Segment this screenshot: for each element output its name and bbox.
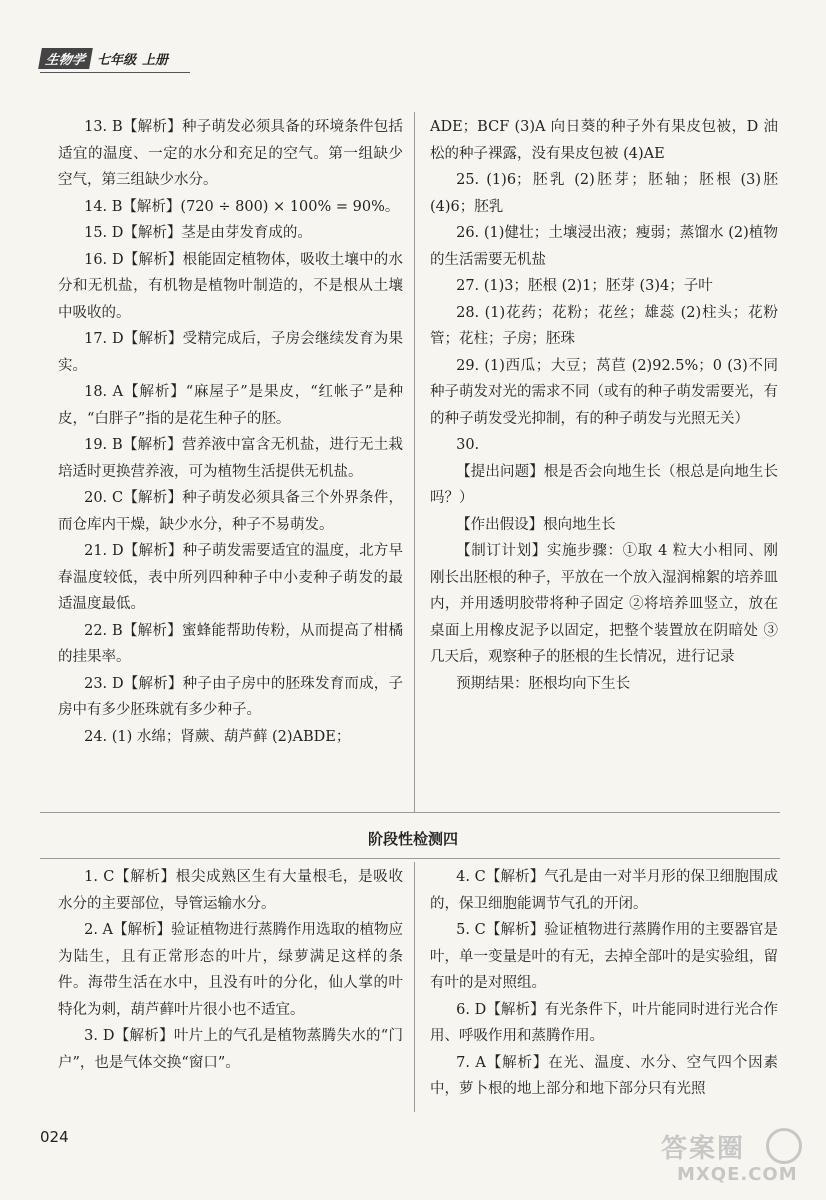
test4-answer-6: 6. D【解析】有光条件下，叶片能同时进行光合作用、呼吸作用和蒸腾作用。 — [430, 1001, 778, 1044]
answer-30: 30. — [456, 437, 480, 453]
test4-answer-5: 5. C【解析】验证植物进行蒸腾作用的主要器官是叶，单一变量是叶的有无，去掉全部叶的是实验组，留有叶的是对照组。 — [430, 922, 778, 991]
answer-28: 28. (1)花药；花粉；花丝；雄蕊 (2)柱头；花粉管；花柱；子房；胚珠 — [430, 304, 778, 347]
header-rule — [40, 72, 190, 73]
column-divider-bottom — [414, 862, 415, 1112]
answer-17: 17. D【解析】受精完成后，子房会继续发育为果实。 — [58, 331, 403, 374]
test4-answer-4: 4. C【解析】气孔是由一对半月形的保卫细胞围成的，保卫细胞能调节气孔的开闭。 — [430, 869, 778, 912]
section-title: 阶段性检测四 — [367, 830, 458, 848]
answer-30-hypothesis: 【作出假设】根向地生长 — [456, 516, 616, 533]
answer-24-cont: ADE；BCF (3)A 向日葵的种子外有果皮包被，D 油松的种子裸露，没有果皮包被 (4)AE — [430, 119, 778, 162]
test4-answer-7: 7. A【解析】在光、温度、水分、空气四个因素中，萝卜根的地上部分和地下部分只有光照 — [430, 1054, 778, 1097]
answer-30-plan: 【制订计划】实施步骤：①取 4 粒大小相同、刚刚长出胚根的种子，平放在一个放入湿润棉絮的培养皿内，并用透明胶带将种子固定 ②将培养皿竖立，放在桌面上用橡皮泥予以固定，把整个装置放在阴暗处 ③几天后，观察种子的胚根的生长情况，进行记录 — [430, 543, 778, 665]
watermark-logo — [653, 1128, 808, 1190]
header-volume: 上册 — [142, 53, 169, 68]
answer-24: 24. (1) 水绵；肾蕨、葫芦藓 (2)ABDE； — [84, 728, 351, 745]
answer-13: 13. B【解析】种子萌发必须具备的环境条件包括适宜的温度、一定的水分和充足的空气。第一组缺少空气，第三组缺少水分。 — [58, 119, 403, 188]
answer-21: 21. D【解析】种子萌发需要适宜的温度，北方早春温度较低，表中所列四种种子中小麦种子萌发的最适温度最低。 — [58, 543, 403, 612]
header-subject: 生物学 — [38, 48, 93, 69]
answer-20: 20. C【解析】种子萌发必须具备三个外界条件，而仓库内干燥，缺少水分，种子不易萌发。 — [58, 490, 403, 533]
answer-30-result: 预期结果：胚根均向下生长 — [456, 675, 631, 692]
answer-19: 19. B【解析】营养液中富含无机盐，进行无土栽培适时更换营养液，可为植物生活提供无机盐。 — [58, 437, 403, 480]
answer-30-question: 【提出问题】根是否会向地生长（根总是向地生长吗？） — [430, 463, 778, 506]
bottom-right-column — [430, 864, 778, 1103]
answer-16: 16. D【解析】根能固定植物体，吸收土壤中的水分和无机盐，有机物是植物叶制造的，不是根从土壤中吸收的。 — [58, 251, 403, 321]
running-header — [40, 48, 168, 69]
section-rule-bottom — [40, 858, 780, 859]
answer-18: 18. A【解析】“麻屋子”是果皮，“红帐子”是种皮，“白胖子”指的是花生种子的胚。 — [58, 384, 403, 427]
answer-26: 26. (1)健壮；土壤浸出液；瘦弱；蒸馏水 (2)植物的生活需要无机盐 — [430, 225, 778, 268]
answer-27: 27. (1)3；胚根 (2)1；胚芽 (3)4；子叶 — [456, 278, 713, 294]
bottom-left-column — [58, 864, 403, 1076]
answer-15: 15. D【解析】茎是由芽发育成的。 — [84, 225, 312, 241]
answer-23: 23. D【解析】种子由子房中的胚珠发育而成，子房中有多少胚珠就有多少种子。 — [58, 675, 403, 718]
column-divider — [414, 112, 415, 812]
section-rule-top — [40, 812, 780, 813]
header-grade: 七年级 — [97, 53, 137, 68]
answer-14: 14. B【解析】(720 ÷ 800) × 100% = 90%。 — [84, 198, 400, 215]
test4-answer-3: 3. D【解析】叶片上的气孔是植物蒸腾失水的“门户”，也是气体交换“窗口”。 — [58, 1028, 403, 1071]
test4-answer-2: 2. A【解析】验证植物进行蒸腾作用选取的植物应为陆生，且有正常形态的叶片，绿萝满足这样的条件。海带生活在水中，且没有叶的分化，仙人掌的叶特化为刺，葫芦藓叶片很小也不适宜。 — [58, 922, 404, 1018]
top-right-column — [430, 114, 778, 697]
page-number: 024 — [40, 1128, 69, 1146]
watermark-circle-icon — [766, 1128, 802, 1164]
answer-22: 22. B【解析】蜜蜂能帮助传粉，从而提高了柑橘的挂果率。 — [58, 622, 403, 665]
test4-answer-1: 1. C【解析】根尖成熟区生有大量根毛，是吸收水分的主要部位，导管运输水分。 — [58, 869, 403, 912]
watermark-text: 答案圈 — [661, 1134, 746, 1164]
watermark-url: MXQE.COM — [677, 1164, 798, 1185]
top-left-column — [58, 114, 403, 750]
answer-25: 25. (1)6；胚乳 (2)胚芽；胚轴；胚根 (3)胚 (4)6；胚乳 — [430, 172, 778, 215]
answer-29: 29. (1)西瓜；大豆；莴苣 (2)92.5%；0 (3)不同种子萌发对光的需求不同（或有的种子萌发需要光，有的种子萌发受光抑制，有的种子萌发与光照无关） — [430, 357, 778, 427]
